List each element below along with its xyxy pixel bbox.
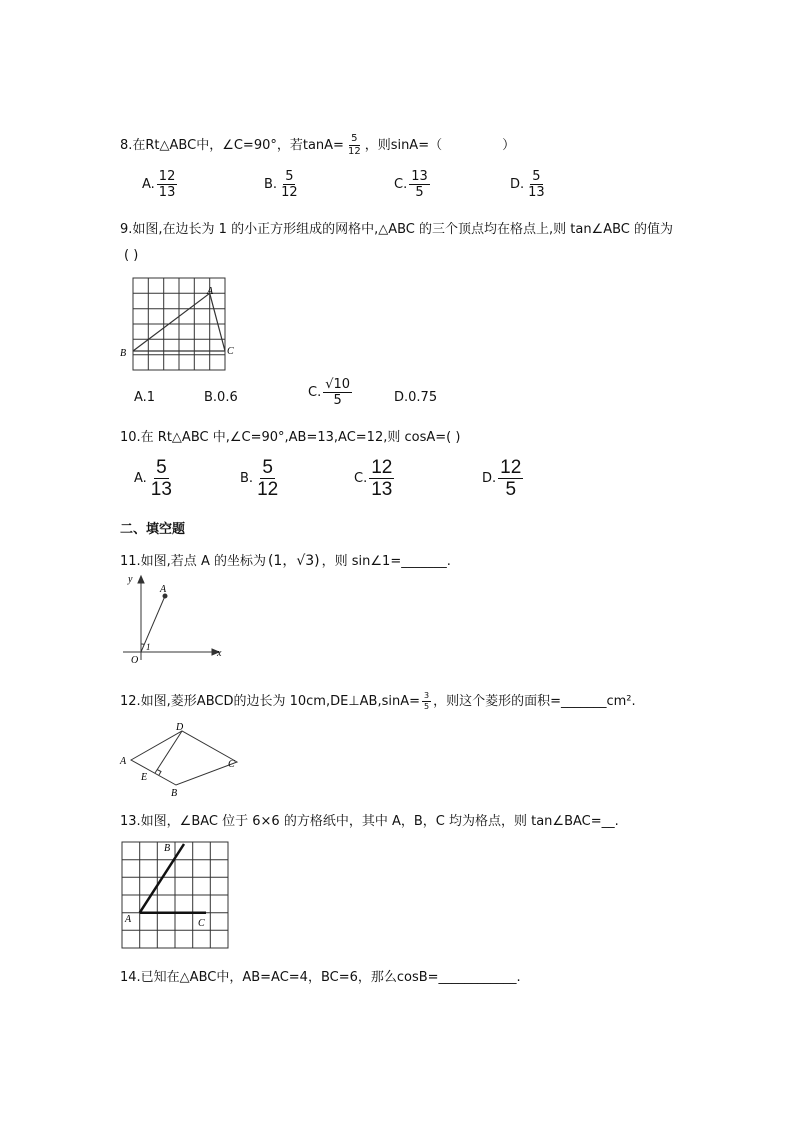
q11-coordinate-figure (115, 572, 227, 666)
q12-label-d: D (176, 722, 184, 733)
q12-segment-de (155, 731, 182, 773)
q11-y-arrow (138, 576, 144, 583)
q10-option-b: B. $\frac{5}{12}$ (240, 457, 279, 500)
q9-option-b: B.0.6 (204, 390, 238, 405)
q8-option-b: B. $\frac{5}{12}$ (264, 169, 298, 200)
q11-label-y: y (128, 574, 133, 585)
q8-stem: 8.在Rt△ABC中，∠C=90°，若tanA= $\frac{5}{12}$ ，则sinA=（ ） (120, 133, 516, 157)
q12-stem: 12.如图,菱形ABCD的边长为 10cm,DE⊥AB,sinA= $\frac{3}{5}$ ，则这个菱形的面积=_______cm². (120, 691, 636, 711)
q9-option-a: A.1 (134, 390, 156, 405)
q13-grid-figure (118, 838, 232, 952)
q9-stem: 9.如图,在边长为 1 的小正方形组成的网格中,△ABC 的三个顶点均在格点上,则 tan∠ABC 的值为 (120, 222, 674, 237)
q11-label-angle1: 1 (146, 642, 151, 652)
q11-coordinate: (1，√3) (267, 553, 320, 569)
q13-label-b: B (164, 843, 171, 854)
q12-label-a: A (120, 756, 127, 767)
q12-right-angle (157, 770, 161, 776)
q13-label-c: C (198, 918, 205, 929)
q11-segment-oa (141, 596, 165, 652)
q11-stem: 11.如图,若点 A 的坐标为 (1，√3) ，则 sin∠1=_______. (120, 553, 451, 569)
q10-option-c: C. $\frac{12}{13}$ (354, 457, 393, 500)
q9-label-b: B (120, 348, 127, 359)
q11-label-a: A (160, 584, 167, 595)
q11-label-x: x (217, 648, 222, 659)
q14-stem: 14.已知在△ABC中，AB=AC=4，BC=6，那么cosB=____________. (120, 970, 521, 985)
q12-label-e: E (141, 772, 148, 783)
q9-grid-figure (115, 272, 245, 372)
q13-stem: 13.如图，∠BAC 位于 6×6 的方格纸中，其中 A，B，C 均为格点，则 tan∠BAC=__. (120, 814, 619, 829)
q11-label-o: O (131, 655, 139, 666)
q9-option-d: D.0.75 (394, 390, 438, 405)
q12-label-c: C (228, 759, 235, 770)
q8-option-c: C. $\frac{13}{5}$ (394, 169, 428, 200)
q12-label-b: B (171, 788, 178, 799)
q9-option-c: C. $\frac{√10}{5}$ (308, 377, 351, 408)
q8-option-d: D. $\frac{5}{13}$ (510, 169, 545, 200)
q9-paren: ( ) (124, 248, 139, 263)
q8-tan-fraction: $\frac{5}{12}$ (347, 133, 361, 157)
q8-option-a: A. $\frac{12}{13}$ (142, 169, 176, 200)
q10-option-a: A. $\frac{5}{13}$ (134, 457, 172, 500)
section-heading-fill-blank: 二、填空题 (120, 522, 186, 537)
q10-stem: 10.在 Rt△ABC 中,∠C=90°,AB=13,AC=12,则 cosA=( ) (120, 430, 461, 445)
q10-option-d: D. $\frac{12}{5}$ (482, 457, 522, 500)
q13-angle-rays (140, 844, 206, 913)
q12-rhombus-figure (115, 718, 245, 800)
q9-label-c: C (227, 346, 234, 357)
q13-label-a: A (125, 914, 132, 925)
q9-label-a: A (207, 286, 214, 297)
